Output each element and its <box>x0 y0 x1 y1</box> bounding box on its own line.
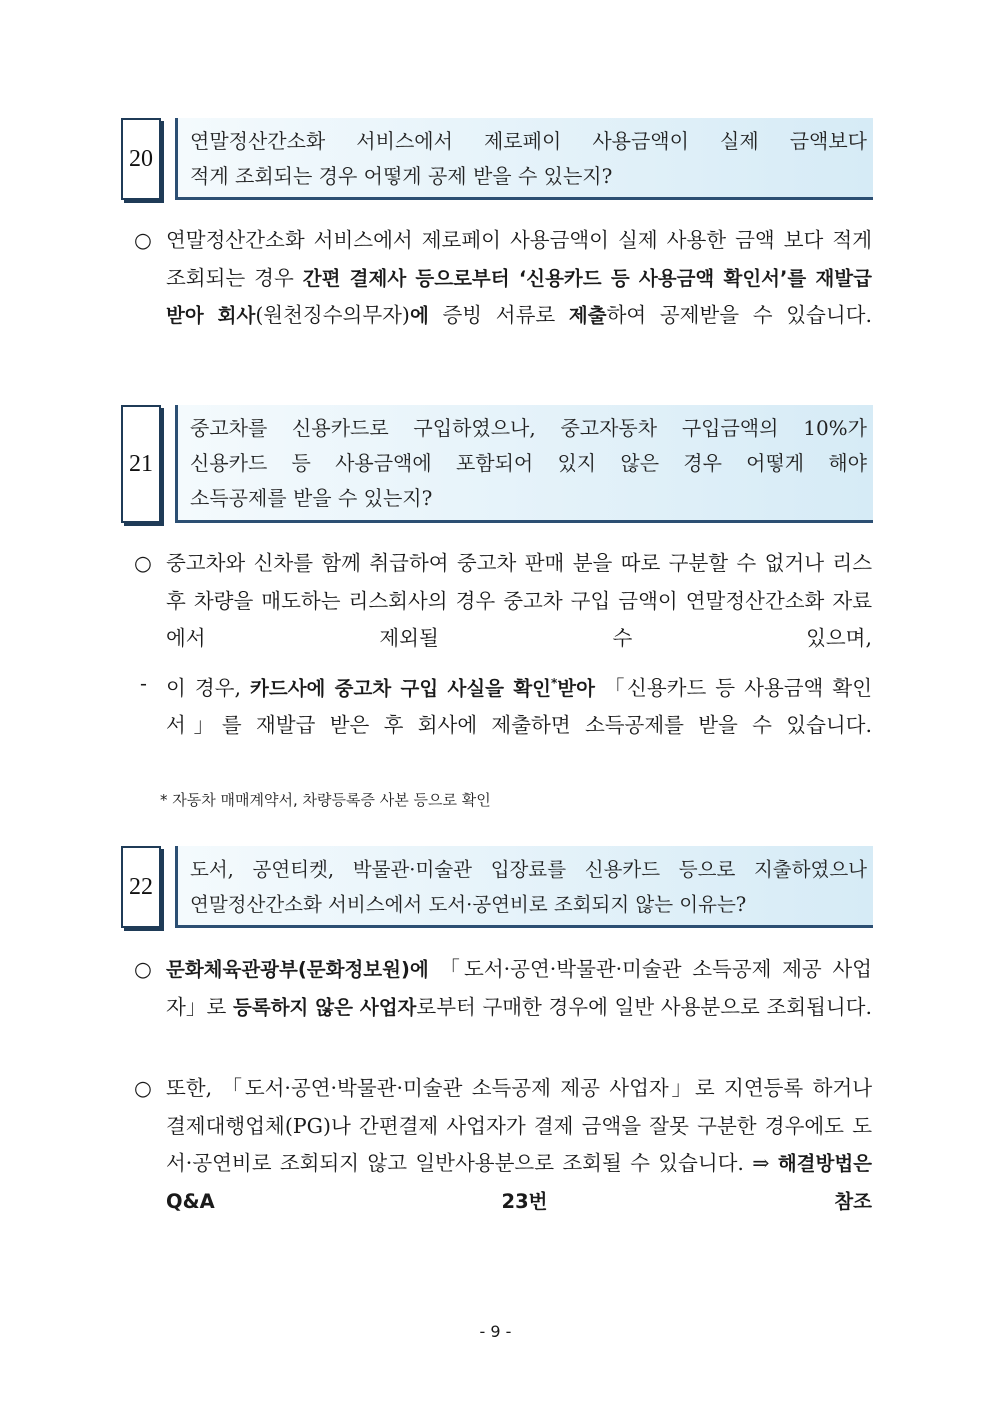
answer-text <box>166 665 872 745</box>
question-text-line: 적게 조회되는 경우 어떻게 공제 받을 수 있는지? <box>190 164 613 188</box>
answer-bold-run: 문화체육관광부(문화정보원)에 <box>166 958 429 981</box>
answer-text-run: 또한, 「도서·공연·박물관·미술관 소득공제 제공 사업자」로 지연등록 하거나 결제대행업체(PG)나 간편결제 사업자가 결제 금액을 잘못 구분한 경우에도 도서·공연비로 조회되지 않고 일반사용분으로 조회될 수 있습니다. ⇒ <box>166 1076 872 1175</box>
footnote-marker: * <box>551 676 558 690</box>
question-number: 20 <box>121 118 161 200</box>
circle-bullet: ○ <box>134 957 152 981</box>
question-box <box>175 846 873 928</box>
answer-bold-run: 등록하지 않은 사업자 <box>233 995 417 1019</box>
qa-item-21 <box>121 405 873 523</box>
dash-bullet: - <box>140 671 147 695</box>
circle-bullet: ○ <box>134 228 152 252</box>
question-number: 21 <box>121 405 161 523</box>
answer-bold-run: 받아 <box>557 676 595 700</box>
answer-text-run: 연말정산간소화 서비스에서 제로페이 사용금액이 실제 사용한 금액 보다 적게 조회되는 경우 <box>166 228 872 290</box>
answer-text: 중고차와 신차를 함께 취급하여 중고차 판매 분을 따로 구분할 수 없거나 리스 후 차량을 매도하는 리스회사의 경우 중고차 구입 금액이 연말정산간소화 자료에서 제외될 수 있으며, <box>166 551 872 650</box>
qa-item-20 <box>121 118 873 200</box>
answer-text-run: 로부터 구매한 경우에 일반 사용분으로 조회됩니다. <box>416 994 872 1019</box>
answer-paragraph <box>134 1070 872 1220</box>
question-text-line: 연말정산간소화 서비스에서 도서·공연비로 조회되지 않는 이유는? <box>190 893 747 916</box>
answer-text-run: 「도서·공연·박물관·미술관 소득공제 제공 사업자」로 <box>166 957 872 1019</box>
circle-bullet: ○ <box>134 551 152 575</box>
answer-text-run: 하여 공제받을 수 있습니다. <box>606 303 872 327</box>
question-text-line: 신용카드 등 사용금액에 포함되어 있지 않은 경우 어떻게 해야 <box>190 451 867 475</box>
question-text-line: 소득공제를 받을 수 있는지? <box>190 486 433 510</box>
question-text-line: 중고차를 신용카드로 구입하였으나, 중고자동차 구입금액의 10%가 <box>190 416 867 440</box>
answer-bold-run: 제출 <box>568 304 607 327</box>
answer-bold-run: 에 <box>409 304 429 327</box>
question-text-line: 도서, 공연티켓, 박물관·미술관 입장료를 신용카드 등으로 지출하였으나 <box>190 858 867 881</box>
answer-bold-run: 간편 결제사 등으로부터 ‘신용카드 등 사용금액 확인서’를 재발급 받아 회사 <box>166 266 872 327</box>
answer-paragraph <box>134 951 872 1026</box>
answer-paragraph <box>134 665 872 745</box>
answer-paragraph <box>134 222 872 335</box>
answer-text <box>166 951 872 1026</box>
qa-item-22 <box>121 846 873 928</box>
answer-text-run: 「신용카드 등 사용금액 확인서」를 재발급 받은 후 회사에 제출하면 소득공제를 받을 수 있습니다. <box>166 675 872 738</box>
answer-paragraph <box>134 545 872 658</box>
answer-bold-run: 카드사에 중고차 구입 사실을 확인 <box>250 676 551 700</box>
footnote: * 자동차 매매계약서, 차량등록증 사본 등으로 확인 <box>160 791 491 809</box>
answer-text <box>166 222 872 335</box>
answer-bold-run: 해결방법은 Q&A 23번 참조 <box>166 1152 872 1213</box>
question-box <box>175 118 873 200</box>
answer-text-run: 증빙 서류로 <box>428 303 569 327</box>
circle-bullet: ○ <box>134 1076 152 1100</box>
answer-text <box>166 1070 872 1220</box>
page-number: - 9 - <box>479 1322 512 1341</box>
answer-text-run: (원천징수의무자) <box>255 303 410 327</box>
answer-text-run: 이 경우, <box>166 675 251 700</box>
question-number: 22 <box>121 846 161 928</box>
question-box <box>175 405 873 523</box>
question-text-line: 연말정산간소화 서비스에서 제로페이 사용금액이 실제 금액보다 <box>190 129 867 153</box>
